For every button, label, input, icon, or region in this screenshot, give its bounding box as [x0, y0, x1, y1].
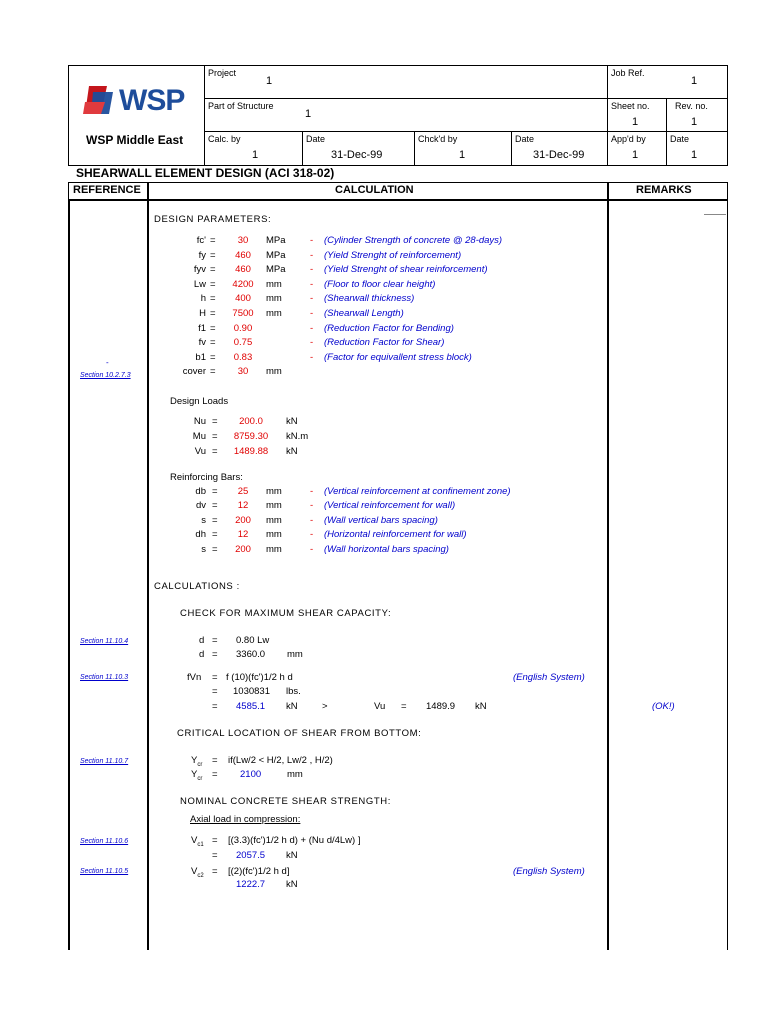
- value: 4200: [232, 278, 254, 290]
- symbol: s: [201, 543, 206, 555]
- value: 200: [235, 543, 251, 555]
- axial-title: Axial load in compression:: [190, 814, 301, 825]
- ref-section-11-10-7[interactable]: Section 11.10.7: [80, 758, 129, 765]
- kn-unit: kN: [475, 701, 487, 712]
- symbol: dv: [195, 500, 206, 512]
- unit: MPa: [266, 235, 286, 246]
- calc-by-value: 1: [252, 149, 259, 161]
- sheet-value: 1: [632, 116, 639, 128]
- value: 7500: [232, 308, 254, 319]
- kn-unit: kN: [286, 879, 298, 890]
- unit: mm: [266, 543, 282, 555]
- symbol: fyv: [193, 264, 206, 276]
- calculations-title: CALCULATIONS :: [154, 581, 240, 592]
- d-symbol: d: [199, 635, 205, 646]
- ref-section-10-2-7-3[interactable]: Section 10.2.7.3: [80, 372, 131, 379]
- ycr-value: 2100: [240, 769, 262, 780]
- equals-sign: =: [210, 249, 216, 261]
- description: (Factor for equivallent stress block): [324, 351, 472, 363]
- appd-label: App'd by: [611, 134, 646, 144]
- equals-sign: =: [212, 514, 218, 526]
- desc-dash: -: [310, 529, 314, 541]
- equals-sign: =: [210, 264, 216, 276]
- value: 12: [237, 529, 249, 541]
- symbol: s: [201, 514, 206, 526]
- equals-sign: =: [212, 446, 218, 457]
- value: 25: [237, 486, 249, 497]
- ycr-symbol: $Y_{cr}$: [191, 755, 203, 768]
- value: 0.83: [233, 351, 253, 363]
- desc-dash: -: [310, 278, 314, 290]
- symbol: fc': [196, 235, 206, 246]
- value: 12: [237, 500, 249, 512]
- desc-dash: -: [310, 500, 314, 512]
- equals-sign: =: [212, 416, 218, 427]
- vc2-eq: =: [212, 866, 218, 877]
- date1-value: 31-Dec-99: [331, 149, 383, 161]
- wsp-logo-text: WSP: [119, 84, 185, 117]
- equals-sign: =: [210, 278, 216, 290]
- description: (Yield Strenght of shear reinforcement): [324, 264, 488, 276]
- date3-label: Date: [670, 134, 690, 144]
- unit: MPa: [266, 249, 286, 261]
- kn-unit: kN: [286, 850, 298, 861]
- unit: kN: [286, 416, 298, 427]
- desc-dash: -: [310, 308, 314, 319]
- chkd-label: Chck'd by: [418, 134, 458, 144]
- symbol: h: [200, 293, 206, 305]
- col-calculation: CALCULATION: [335, 184, 414, 196]
- wsp-logo-mark-icon: [83, 82, 123, 118]
- unit: MPa: [266, 264, 286, 276]
- inner-rule: [148, 200, 607, 201]
- ref-section-11-10-3[interactable]: Section 11.10.3: [80, 674, 129, 681]
- bars-title: Reinforcing Bars:: [170, 472, 243, 483]
- equals-sign: =: [212, 543, 218, 555]
- description: (Wall vertical bars spacing): [324, 514, 438, 526]
- fvn-eq: =: [212, 672, 218, 683]
- inner-rule: [70, 200, 147, 201]
- value: 460: [235, 249, 251, 261]
- ok-remark: (OK!): [652, 701, 675, 712]
- ref-section-11-10-6[interactable]: Section 11.10.6: [80, 838, 129, 845]
- equals-sign: =: [210, 308, 216, 319]
- lbs-unit: lbs.: [286, 686, 301, 697]
- header-divider: [666, 98, 667, 166]
- vu-value: 1489.9: [426, 701, 456, 712]
- description: (Wall horizontal bars spacing): [324, 543, 449, 555]
- vu-label: Vu: [374, 701, 386, 712]
- value: 30: [237, 366, 249, 378]
- chkd-value: 1: [459, 149, 466, 161]
- col-reference: REFERENCE: [73, 184, 141, 196]
- d-symbol: d: [199, 649, 205, 660]
- vc1-symbol: $V_{c1}$: [191, 835, 204, 848]
- desc-dash: -: [310, 293, 314, 305]
- calc-by-label: Calc. by: [208, 134, 241, 144]
- equals-sign: =: [210, 235, 216, 246]
- value: 460: [235, 264, 251, 276]
- unit: mm: [266, 293, 282, 305]
- fvn-symbol: fVn: [187, 672, 202, 683]
- description: (Vertical reinforcement at confinement zone): [324, 486, 511, 497]
- part-label: Part of Structure: [208, 101, 274, 111]
- greater-than: >: [322, 701, 328, 712]
- description: (Reduction Factor for Shear): [324, 337, 445, 349]
- equals-sign: =: [212, 431, 218, 442]
- d-expr: 0.80 Lw: [236, 635, 270, 646]
- value: 1489.88: [233, 446, 269, 457]
- symbol: f1: [198, 322, 206, 334]
- d-unit: mm: [287, 649, 303, 660]
- ycr-expr: if(Lw/2 < H/2, Lw/2 , H/2): [228, 755, 333, 766]
- equals-sign: =: [210, 366, 216, 378]
- equals-sign: =: [210, 351, 216, 363]
- description: (Shearwall thickness): [324, 293, 415, 305]
- date2-value: 31-Dec-99: [533, 149, 585, 161]
- equals-sign: =: [210, 322, 216, 334]
- desc-dash: -: [310, 322, 314, 334]
- description: (Yield Strenght of reinforcement): [324, 249, 462, 261]
- fvn-eq: =: [212, 701, 218, 712]
- col-divider: [147, 182, 149, 950]
- company-name: WSP Middle East: [86, 133, 184, 147]
- ref-section-11-10-5[interactable]: Section 11.10.5: [80, 868, 129, 875]
- col-remarks: REMARKS: [636, 184, 692, 196]
- section-dash: -: [106, 358, 109, 367]
- value: 200.0: [239, 416, 263, 427]
- desc-dash: -: [310, 486, 314, 497]
- description: (Cylinder Strength of concrete @ 28-days): [324, 235, 503, 246]
- header-divider: [607, 65, 608, 166]
- vc1-expr: [(3.3)(fc')1/2 h d) + (Nu d/4Lw) ]: [228, 835, 361, 846]
- rev-label: Rev. no.: [675, 101, 708, 111]
- page-title: SHEARWALL ELEMENT DESIGN (ACI 318-02): [76, 166, 335, 180]
- col-divider: [607, 182, 609, 950]
- kn-unit: kN: [286, 701, 298, 712]
- desc-dash: -: [310, 514, 314, 526]
- vu-eq: =: [401, 701, 407, 712]
- header-divider: [204, 131, 728, 132]
- date3-value: 1: [691, 149, 698, 161]
- unit: kN: [286, 446, 298, 457]
- equals-sign: =: [212, 486, 218, 497]
- equals-sign: =: [210, 293, 216, 305]
- header-divider: [302, 131, 303, 166]
- critical-title: CRITICAL LOCATION OF SHEAR FROM BOTTOM:: [177, 728, 422, 739]
- description: (Vertical reinforcement for wall): [324, 500, 456, 512]
- equals-sign: =: [212, 500, 218, 512]
- unit: mm: [266, 500, 282, 512]
- project-label: Project: [208, 68, 237, 78]
- equals-sign: =: [210, 337, 216, 349]
- desc-dash: -: [310, 235, 314, 246]
- header-divider: [414, 131, 415, 166]
- description: (Reduction Factor for Bending): [324, 322, 454, 334]
- jobref-label: Job Ref.: [611, 68, 645, 78]
- desc-dash: -: [310, 264, 314, 276]
- value: 200: [235, 514, 251, 526]
- symbol: db: [195, 486, 206, 497]
- desc-dash: -: [310, 351, 314, 363]
- symbol: Vu: [194, 446, 206, 457]
- wsp-logo: [83, 82, 198, 118]
- project-value: 1: [266, 75, 273, 87]
- ycr-unit: mm: [287, 769, 303, 780]
- fvn-kn-value: 4585.1: [236, 701, 266, 712]
- jobref-value: 1: [691, 75, 698, 87]
- vc2-symbol: $V_{c2}$: [191, 866, 204, 879]
- symbol: Lw: [193, 278, 206, 290]
- header-divider: [204, 98, 728, 99]
- symbol: cover: [182, 366, 206, 378]
- rev-value: 1: [691, 116, 698, 128]
- unit: mm: [266, 308, 282, 319]
- value: 8759.30: [233, 431, 269, 442]
- english-system-note: (English System): [513, 672, 585, 683]
- part-value: 1: [305, 108, 312, 120]
- d-value: 3360.0: [236, 649, 266, 660]
- header-divider: [204, 65, 205, 166]
- check-max-title: CHECK FOR MAXIMUM SHEAR CAPACITY:: [180, 608, 392, 619]
- symbol: b1: [195, 351, 206, 363]
- value: 0.75: [233, 337, 253, 349]
- equals-sign: =: [212, 529, 218, 541]
- unit: mm: [266, 278, 282, 290]
- vc2-value: 1222.7: [236, 879, 266, 890]
- symbol: Nu: [193, 416, 206, 427]
- vc2-expr: [(2)(fc')1/2 h d]: [228, 866, 290, 877]
- fvn-lbs-value: 1030831: [233, 686, 270, 697]
- value: 400: [235, 293, 251, 305]
- inner-rule: [609, 200, 727, 201]
- date2-label: Date: [515, 134, 535, 144]
- appd-value: 1: [632, 149, 639, 161]
- fvn-expr: f (10)(fc')1/2 h d: [226, 672, 293, 683]
- desc-dash: -: [310, 249, 314, 261]
- sheet-label: Sheet no.: [611, 101, 650, 111]
- vc1-eq: =: [212, 850, 218, 861]
- unit: mm: [266, 514, 282, 526]
- side-tick: [704, 214, 726, 215]
- header-divider: [511, 131, 512, 166]
- desc-dash: -: [310, 543, 314, 555]
- symbol: H: [199, 308, 206, 319]
- unit: mm: [266, 529, 282, 541]
- desc-dash: -: [310, 337, 314, 349]
- ycr-eq: =: [212, 755, 218, 766]
- fvn-eq: =: [212, 686, 218, 697]
- description: (Horizontal reinforcement for wall): [324, 529, 467, 541]
- symbol: fv: [198, 337, 206, 349]
- unit: mm: [266, 366, 282, 378]
- ycr-eq: =: [212, 769, 218, 780]
- symbol: fy: [198, 249, 206, 261]
- ycr-symbol: $Y_{cr}$: [191, 769, 203, 782]
- d-eq: =: [212, 649, 218, 660]
- nominal-title: NOMINAL CONCRETE SHEAR STRENGTH:: [180, 796, 391, 807]
- description: (Shearwall Length): [324, 308, 404, 319]
- ref-section-11-10-4[interactable]: Section 11.10.4: [80, 638, 129, 645]
- unit: mm: [266, 486, 282, 497]
- vc1-eq: =: [212, 835, 218, 846]
- description: (Floor to floor clear height): [324, 278, 436, 290]
- value: 30: [237, 235, 249, 246]
- unit: kN.m: [286, 431, 309, 442]
- symbol: dh: [195, 529, 206, 541]
- value: 0.90: [233, 322, 253, 334]
- design-loads-title: Design Loads: [170, 396, 229, 407]
- symbol: Mu: [192, 431, 206, 442]
- english-system-note: (English System): [513, 866, 585, 877]
- date1-label: Date: [306, 134, 326, 144]
- vc1-value: 2057.5: [236, 850, 266, 861]
- design-params-title: DESIGN PARAMETERS:: [154, 214, 272, 225]
- d-eq: =: [212, 635, 218, 646]
